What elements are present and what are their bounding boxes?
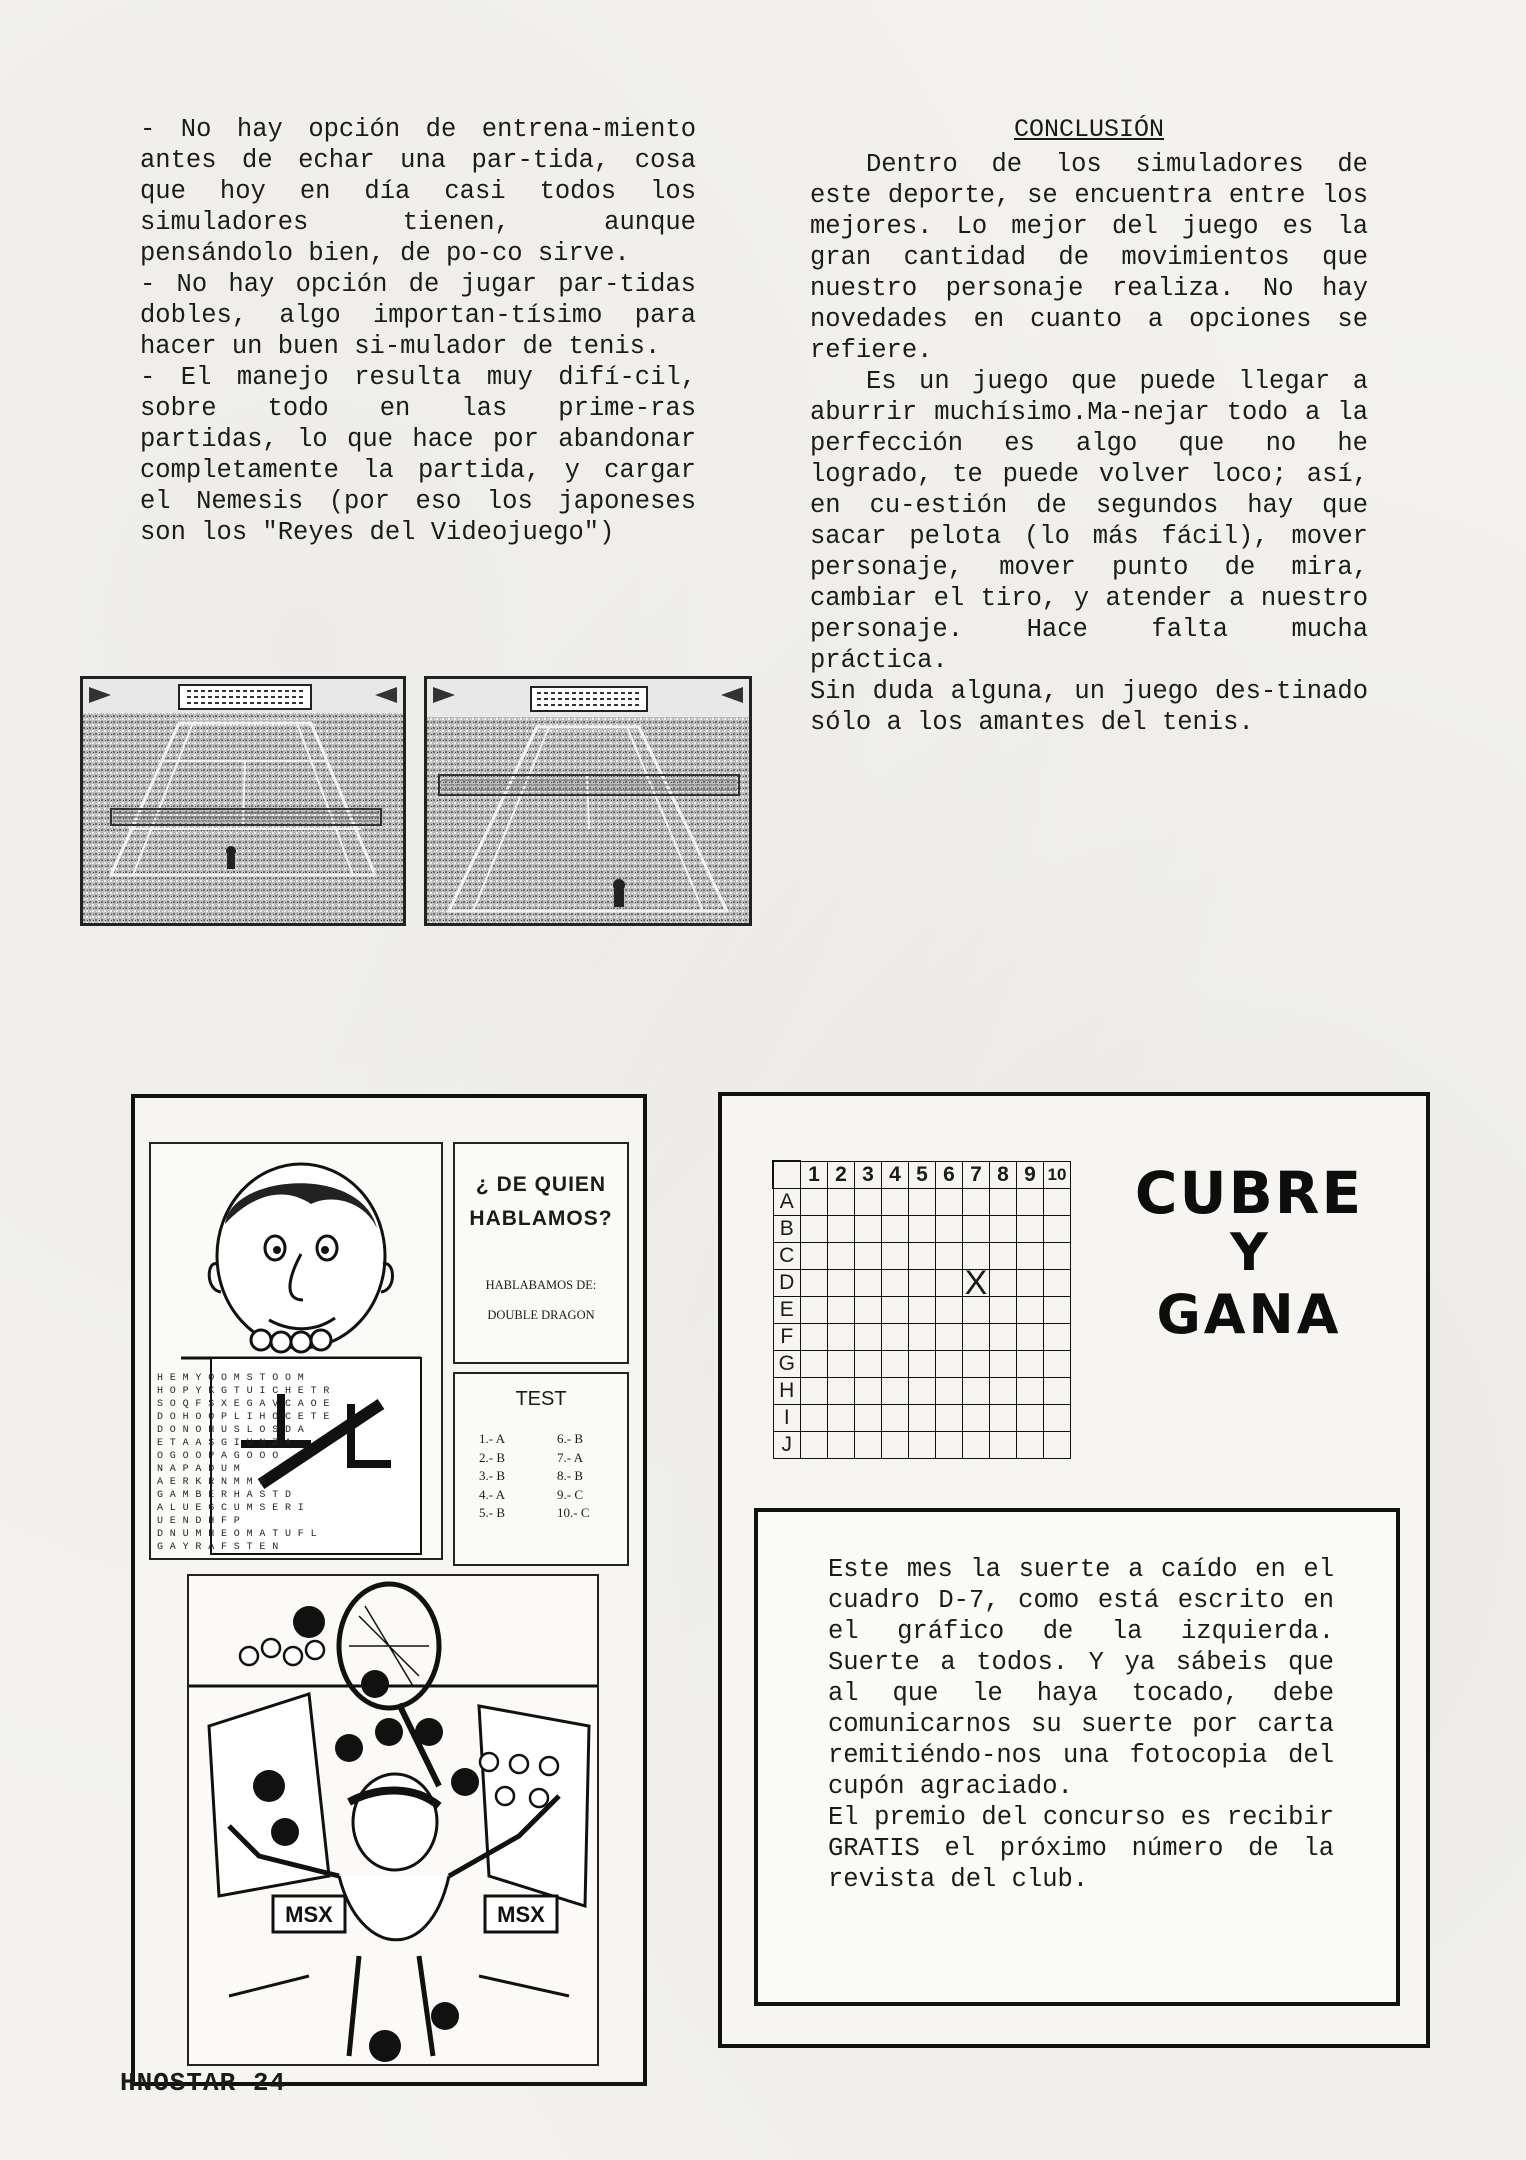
wordsearch-row: GAMBERHASTD: [157, 1490, 298, 1501]
cartoon-sign-left: MSX: [285, 1902, 333, 1927]
grid-cell: [963, 1351, 990, 1378]
grid-cell: [882, 1324, 909, 1351]
grid-cell: [990, 1297, 1017, 1324]
test-answers-left: [479, 1430, 505, 1523]
grid-cell: [990, 1216, 1017, 1243]
contest-grid-body: [773, 1161, 1071, 1459]
grid-cell: [882, 1432, 909, 1459]
grid-row-header: E: [773, 1297, 801, 1324]
wordsearch-grid: [157, 1372, 433, 1554]
tennis-cartoon: [187, 1574, 599, 2066]
grid-cell: [909, 1405, 936, 1432]
grid-row-header: A: [773, 1189, 801, 1216]
page-footer: HNOSTAR 24: [120, 2068, 287, 2098]
grid-cell: [990, 1432, 1017, 1459]
who-are-we-talking-about-box: [453, 1142, 629, 1364]
right-paragraph: Sin duda alguna, un juego des-tinado sólo a los amantes del tenis.: [810, 677, 1368, 737]
grid-cell: [963, 1405, 990, 1432]
right-paragraph: Dentro de los simuladores de este deporte, se encuentra entre los mejores. Lo mejor del juego es la gran cantidad de movimientos que nuestro personaje realiza. No hay novedades en cuanto a opciones se refiere.: [810, 150, 1368, 365]
grid-cell: [855, 1189, 882, 1216]
grid-cell: [855, 1378, 882, 1405]
grid-cell: [882, 1378, 909, 1405]
grid-cell: [1017, 1297, 1044, 1324]
grid-cell: [855, 1351, 882, 1378]
grid-cell: [1017, 1405, 1044, 1432]
grid-cell: [828, 1324, 855, 1351]
who-answer-value: DOUBLE DRAGON: [487, 1308, 595, 1322]
contest-grid: [772, 1160, 1072, 1460]
game-screenshot-2: [424, 676, 752, 926]
grid-cell: [936, 1216, 963, 1243]
grid-column-header: 2: [828, 1161, 855, 1189]
grid-cell: [963, 1324, 990, 1351]
test-answer: 9.- C: [557, 1486, 583, 1502]
wordsearch-row: GAYRAFSTEN: [157, 1542, 286, 1553]
test-answer: 2.- B: [479, 1449, 505, 1465]
grid-cell: [909, 1432, 936, 1459]
test-answer: 10.- C: [557, 1505, 590, 1520]
wordsearch-row: UENDHFP: [157, 1516, 247, 1527]
wordsearch-row: DNUMHEOMATUFL: [157, 1529, 324, 1540]
grid-cell: [1044, 1351, 1071, 1378]
grid-column-header: 8: [990, 1161, 1017, 1189]
caricature-and-wordsearch: [149, 1142, 443, 1560]
section-heading: CONCLUSIÓN: [1013, 115, 1165, 144]
contest-title-line: GANA: [1156, 1283, 1342, 1346]
wordsearch-row: OGOOPAGOOO: [157, 1451, 286, 1462]
grid-cell: [882, 1216, 909, 1243]
grid-cell: [936, 1351, 963, 1378]
grid-cell: [801, 1270, 828, 1297]
grid-cell: [936, 1405, 963, 1432]
grid-cell: [828, 1432, 855, 1459]
cartoon-sign-right: MSX: [497, 1902, 545, 1927]
grid-cell: [936, 1243, 963, 1270]
contest-grid-table: [772, 1160, 1071, 1459]
grid-cell: [963, 1378, 990, 1405]
grid-cell: [855, 1432, 882, 1459]
grid-cell: [801, 1243, 828, 1270]
who-title: [455, 1168, 627, 1236]
grid-cell: [936, 1270, 963, 1297]
grid-cell: [909, 1189, 936, 1216]
grid-row-header: I: [773, 1405, 801, 1432]
grid-row: [773, 1297, 1071, 1324]
grid-row: [773, 1216, 1071, 1243]
grid-column-header: 6: [936, 1161, 963, 1189]
grid-cell: [1017, 1189, 1044, 1216]
grid-cell: [855, 1324, 882, 1351]
test-title: TEST: [515, 1388, 567, 1410]
wordsearch-row: SOQFSXEGAVCAOE: [157, 1399, 337, 1410]
grid-cell: [936, 1432, 963, 1459]
grid-column-header: 4: [882, 1161, 909, 1189]
grid-corner-cell: [773, 1161, 801, 1189]
grid-row-header: G: [773, 1351, 801, 1378]
grid-column-header: 3: [855, 1161, 882, 1189]
grid-cell: [882, 1351, 909, 1378]
left-column-text: [140, 114, 696, 548]
prize-notice-box: [754, 1508, 1400, 2006]
test-answer: 5.- B: [479, 1505, 505, 1520]
grid-cell: [1044, 1189, 1071, 1216]
test-answers-right: [557, 1430, 590, 1523]
grid-cell: [801, 1189, 828, 1216]
grid-cell: [1017, 1432, 1044, 1459]
grid-cell: [936, 1378, 963, 1405]
prize-paragraph: El premio del concurso es recibir GRATIS el próximo número de la revista del club.: [828, 1803, 1334, 1894]
wordsearch-row: AERKRNMMB: [157, 1477, 273, 1488]
grid-cell: [909, 1243, 936, 1270]
grid-cell: [1017, 1243, 1044, 1270]
left-paragraph: - El manejo resulta muy difí-cil, sobre todo en las prime-ras partidas, lo que hace por abandonar completamente la partida, y cargar el Nemesis (por eso los japoneses son los "Reyes del Videojuego"): [140, 363, 696, 547]
test-answer: 4.- A: [479, 1486, 505, 1502]
who-answer-label: HABLABAMOS DE:: [485, 1278, 597, 1292]
grid-cell: [882, 1297, 909, 1324]
grid-cell: [855, 1297, 882, 1324]
grid-cell: [828, 1297, 855, 1324]
tennis-court-image: [427, 679, 749, 923]
grid-row: [773, 1243, 1071, 1270]
grid-row: [773, 1432, 1071, 1459]
grid-cell: [1044, 1243, 1071, 1270]
grid-column-header: 9: [1017, 1161, 1044, 1189]
who-answer: [455, 1270, 627, 1330]
grid-cell: [936, 1189, 963, 1216]
grid-cell: [1017, 1378, 1044, 1405]
grid-cell: [1044, 1216, 1071, 1243]
grid-cell: [882, 1270, 909, 1297]
grid-cell: [909, 1351, 936, 1378]
test-answers-box: [453, 1372, 629, 1566]
grid-cell: [1044, 1297, 1071, 1324]
who-title-line: HABLAMOS?: [469, 1207, 613, 1230]
grid-cell: [990, 1324, 1017, 1351]
grid-cell: [828, 1270, 855, 1297]
grid-cell: [990, 1378, 1017, 1405]
test-answer: 7.- A: [557, 1449, 583, 1465]
grid-cell: [855, 1243, 882, 1270]
grid-cell: [963, 1432, 990, 1459]
grid-cell: [855, 1270, 882, 1297]
tennis-player-drawing: [189, 1576, 597, 2064]
grid-cell: [801, 1432, 828, 1459]
grid-cell: [909, 1324, 936, 1351]
left-paragraph: - No hay opción de jugar par-tidas dobles, algo importan-tísimo para hacer un buen si-mulador de tenis.: [140, 270, 696, 361]
grid-cell: [990, 1243, 1017, 1270]
tennis-court-image: [83, 679, 403, 923]
grid-cell: [1044, 1270, 1071, 1297]
right-paragraph: Es un juego que puede llegar a aburrir muchísimo.Ma-nejar todo a la perfección es algo que no he logrado, te puede volver loco; así, en cu-estión de segundos hay que sacar pelota (lo más fácil), mover personaje, mover punto de mira, cambiar el tiro, y atender a nuestro personaje. Hace falta mucha práctica.: [810, 367, 1368, 675]
prize-text: [828, 1554, 1334, 1895]
grid-cell: [909, 1216, 936, 1243]
grid-cell: [828, 1243, 855, 1270]
grid-row: [773, 1405, 1071, 1432]
grid-cell: [909, 1378, 936, 1405]
test-answer: 3.- B: [479, 1468, 505, 1483]
grid-cell: [1044, 1405, 1071, 1432]
grid-cell: [828, 1351, 855, 1378]
contest-title-line: Y: [1230, 1223, 1268, 1283]
wordsearch-row: HEMYOOMSTOOM: [157, 1373, 311, 1384]
grid-column-header: 5: [909, 1161, 936, 1189]
grid-column-header: 1: [801, 1161, 828, 1189]
grid-row-header: J: [773, 1432, 801, 1459]
wordsearch-row: HOPYKGTUICHETR: [157, 1386, 337, 1397]
grid-row-header: D: [773, 1270, 801, 1297]
grid-cell: [801, 1324, 828, 1351]
who-title-line: ¿ DE QUIEN: [475, 1173, 607, 1196]
grid-row-header: H: [773, 1378, 801, 1405]
grid-column-header: 10: [1044, 1161, 1071, 1189]
wordsearch-row: ETAASGIUNZA: [157, 1438, 298, 1449]
grid-cell: [1017, 1270, 1044, 1297]
grid-cell: [990, 1270, 1017, 1297]
wordsearch-row: NAPADUM: [157, 1464, 247, 1475]
grid-cell: [1044, 1324, 1071, 1351]
grid-cell: [990, 1189, 1017, 1216]
grid-cell: [882, 1243, 909, 1270]
grid-row: [773, 1378, 1071, 1405]
contest-panel: [718, 1092, 1430, 2048]
grid-cell: [801, 1405, 828, 1432]
grid-cell: [801, 1216, 828, 1243]
grid-header-row: [773, 1161, 1071, 1189]
left-paragraph: - No hay opción de entrena-miento antes de echar una par-tida, cosa que hoy en día casi todos los simuladores tienen, aunque pensándolo bien, de po-co sirve.: [140, 115, 696, 268]
grid-cell: [855, 1216, 882, 1243]
grid-cell: [1044, 1432, 1071, 1459]
grid-cell: [855, 1405, 882, 1432]
grid-cell: [1017, 1216, 1044, 1243]
grid-cell: [963, 1189, 990, 1216]
grid-cell: [801, 1297, 828, 1324]
grid-cell: [936, 1297, 963, 1324]
grid-cell: [828, 1189, 855, 1216]
grid-row: [773, 1351, 1071, 1378]
grid-cell: [909, 1270, 936, 1297]
grid-row-header: B: [773, 1216, 801, 1243]
grid-cell: [1044, 1378, 1071, 1405]
contest-title: [1104, 1159, 1394, 1348]
wordsearch-row: DONOHUSLOSDA: [157, 1425, 311, 1436]
grid-cell: [1017, 1351, 1044, 1378]
grid-cell: [882, 1189, 909, 1216]
grid-cell: [936, 1324, 963, 1351]
grid-cell: [990, 1405, 1017, 1432]
wordsearch-row: ALUEGCUMSERI: [157, 1503, 311, 1514]
grid-row: [773, 1270, 1071, 1297]
wordsearch-row: DOHOOPLIHOCETE: [157, 1412, 337, 1423]
grid-cell: [909, 1297, 936, 1324]
grid-cell: [882, 1405, 909, 1432]
grid-row: [773, 1324, 1071, 1351]
quiz-panel: [131, 1094, 647, 2086]
grid-cell: [963, 1216, 990, 1243]
grid-row: [773, 1189, 1071, 1216]
grid-cell: [828, 1405, 855, 1432]
right-column-text: [810, 114, 1368, 738]
test-answer: 6.- B: [557, 1431, 583, 1446]
grid-row-header: C: [773, 1243, 801, 1270]
grid-column-header: 7: [963, 1161, 990, 1189]
test-answer: 1.- A: [479, 1431, 505, 1446]
grid-cell: [828, 1378, 855, 1405]
winning-cell-mark: X: [963, 1270, 990, 1297]
contest-title-line: CUBRE: [1134, 1159, 1364, 1227]
grid-cell: [1017, 1324, 1044, 1351]
grid-cell: [801, 1378, 828, 1405]
prize-paragraph: Este mes la suerte a caído en el cuadro D-7, como está escrito en el gráfico de la izquierda. Suerte a todos. Y ya sábeis que al que le haya tocado, debe comunicarnos su suerte por carta remitiéndo-nos una fotocopia del cupón agraciado.: [828, 1555, 1334, 1801]
grid-cell: [801, 1351, 828, 1378]
grid-row-header: F: [773, 1324, 801, 1351]
test-answer: 8.- B: [557, 1468, 583, 1483]
game-screenshot-1: [80, 676, 406, 926]
grid-cell: [828, 1216, 855, 1243]
grid-cell: [990, 1351, 1017, 1378]
